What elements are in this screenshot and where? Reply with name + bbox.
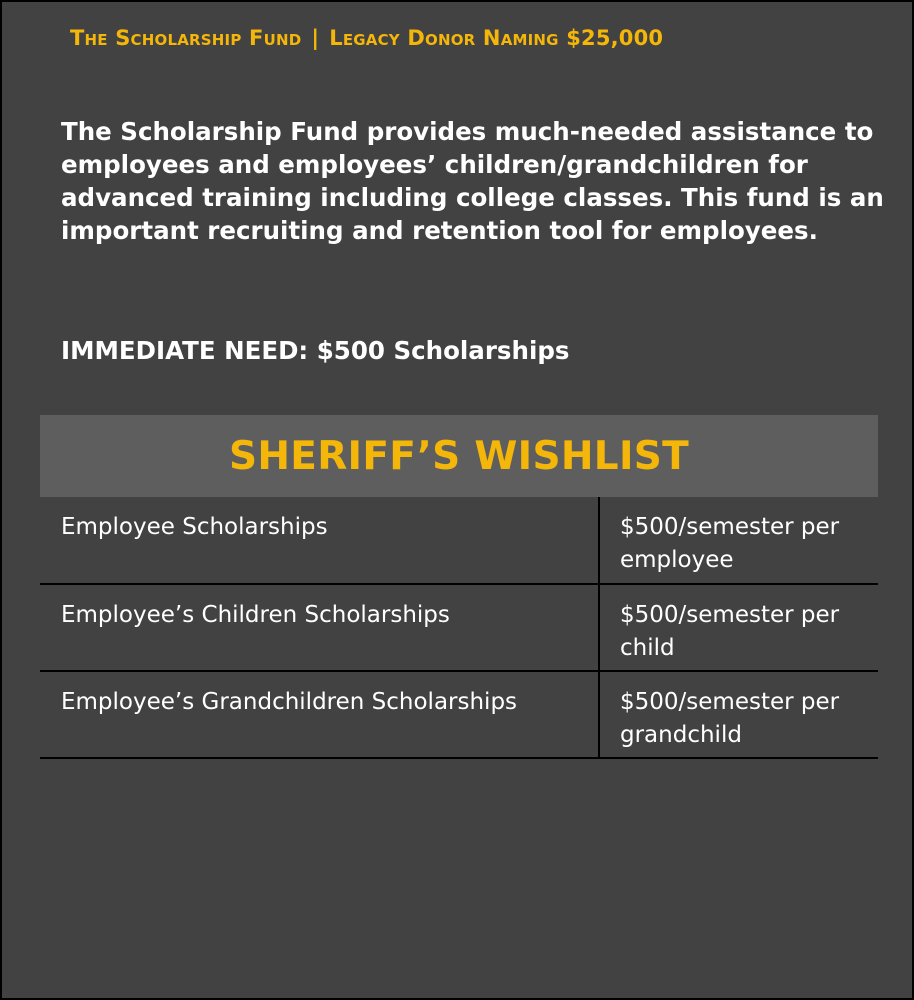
price-line: grandchild xyxy=(620,722,742,748)
table-row xyxy=(40,585,878,672)
wishlist-price xyxy=(600,497,878,583)
intro-paragraph: The Scholarship Fund provides much-needed assistance to employees and employees’ children/grandchildren for advanced training including college classes. This fund is an important recruiting and retention tool for employees. xyxy=(61,117,884,245)
wishlist-price xyxy=(600,585,878,670)
wishlist-item: Employee’s Children Scholarships xyxy=(40,585,600,670)
header-separator: | xyxy=(311,26,320,50)
immediate-need: IMMEDIATE NEED: $500 Scholarships xyxy=(61,336,570,365)
table-row xyxy=(40,672,878,759)
price-line: $500/semester per xyxy=(620,689,840,715)
flyer-page xyxy=(2,2,912,998)
price-line: employee xyxy=(620,547,734,573)
fund-name: The Scholarship Fund xyxy=(70,26,302,50)
wishlist-price xyxy=(600,672,878,757)
price-line: $500/semester per xyxy=(620,514,840,540)
price-line: $500/semester per xyxy=(620,602,840,628)
wishlist-title: SHERIFF’S WISHLIST xyxy=(40,415,878,497)
price-line: child xyxy=(620,635,675,661)
wishlist-item: Employee’s Grandchildren Scholarships xyxy=(40,672,600,757)
wishlist-table xyxy=(40,497,878,759)
naming-level: Legacy Donor Naming $25,000 xyxy=(329,26,664,50)
wishlist-item: Employee Scholarships xyxy=(40,497,600,583)
fund-header xyxy=(70,26,663,50)
table-row xyxy=(40,497,878,585)
